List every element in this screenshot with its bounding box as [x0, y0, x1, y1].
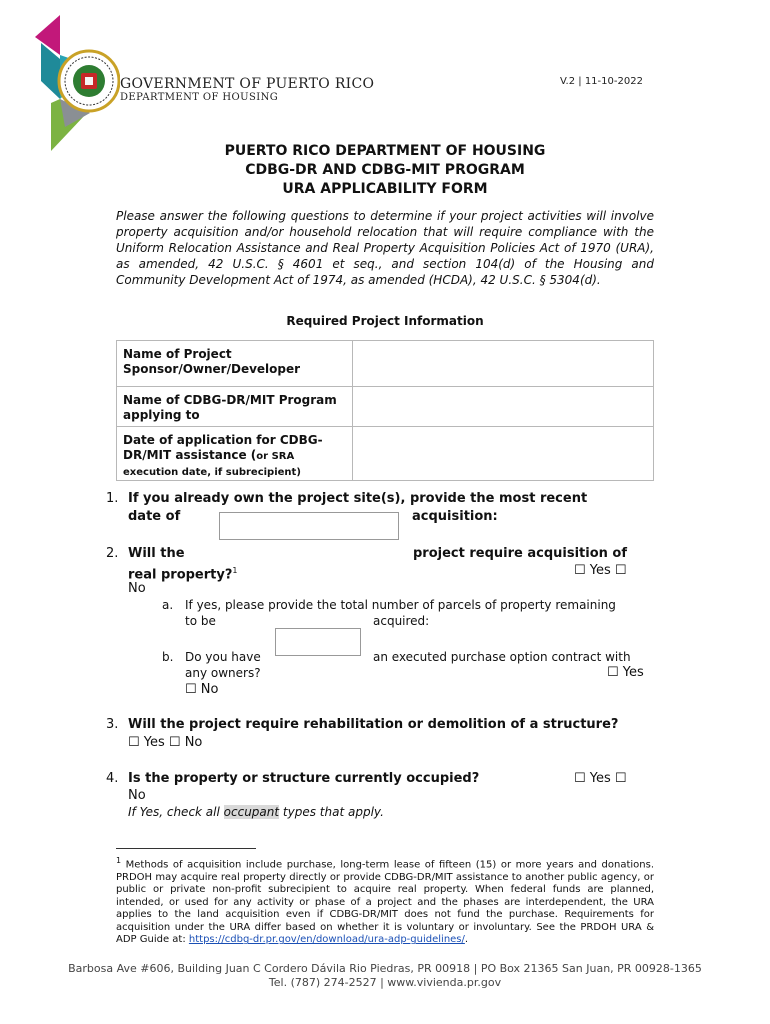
q2a-text: If yes, please provide the total number of parcels of property remaining — [185, 598, 616, 612]
title-line-3: URA APPLICABILITY FORM — [282, 181, 488, 197]
application-date-field[interactable] — [353, 427, 654, 481]
q3-options[interactable]: ☐ Yes ☐ No — [128, 735, 203, 750]
q2b-label: b. — [162, 650, 174, 664]
footer-address: Barbosa Ave #606, Building Juan C Cordero Dávila Rio Piedras, PR 00918 | PO Box 21365 San Juan, PR 00928-1365 — [68, 962, 702, 975]
footnote-divider — [116, 848, 256, 849]
q2b-no-checkbox[interactable]: ☐ No — [185, 682, 219, 697]
dept-name: DEPARTMENT OF HOUSING — [120, 92, 279, 103]
q1-acquisition: acquisition: — [412, 509, 498, 524]
q3-number: 3. — [106, 717, 119, 732]
q3-text: Will the project require rehabilitation or demolition of a structure? — [128, 717, 619, 732]
q2b-do-you-have: Do you have — [185, 650, 261, 664]
q2-will-the: Will the — [128, 546, 185, 561]
q1-number: 1. — [106, 491, 119, 506]
q2-no-option: No — [128, 581, 146, 596]
sponsor-label: Name of Project Sponsor/Owner/Developer — [117, 341, 353, 387]
footer-contact: Tel. (787) 274-2527 | www.vivienda.pr.gov — [268, 976, 502, 989]
q2-real-property: real property?$^1$ — [128, 566, 238, 583]
q2a-to-be: to be — [185, 614, 216, 628]
q2-yes-checkbox[interactable]: ☐ Yes ☐ — [574, 563, 627, 578]
q2-project-require: project require acquisition of — [413, 546, 628, 561]
q1-text: If you already own the project site(s), provide the most recent — [128, 491, 588, 506]
gov-name: GOVERNMENT OF PUERTO RICO — [120, 76, 375, 92]
q2a-parcels-input[interactable] — [275, 628, 361, 656]
required-info-heading: Required Project Information — [286, 314, 484, 328]
q2b-any-owners: any owners? — [185, 666, 261, 680]
q2a-acquired: acquired: — [373, 614, 430, 628]
q4-text: Is the property or structure currently occupied? — [128, 771, 480, 786]
footnote: $^1$ Methods of acquisition include purchase, long-term lease of fifteen (15) or more years and donations. PRDOH may acquire real property directly or provide CDBG-DR/MIT assistance to another public agency, or public or private non-profit subrecipient to acquire real property. When federal funds are planned, intended, or used for any activity or phase of a project and the phases are interdependent, the URA applies to the land acquisition even if CDBG-DR/MIT does not fund the purchase. Requirements for acquisition under the URA differ based on whether it is voluntary or involuntary. See the PRDOH URA & ADP Guide at: https://cdbg-dr.pr.gov/en/download/ura-adp-guidelines/. — [116, 856, 654, 946]
q2-number: 2. — [106, 546, 119, 561]
ura-guide-link[interactable]: https://cdbg-dr.pr.gov/en/download/ura-adp-guidelines/ — [188, 934, 465, 946]
title-line-2: CDBG-DR AND CDBG-MIT PROGRAM — [245, 162, 525, 178]
q2a-label: a. — [162, 598, 174, 612]
sponsor-field[interactable] — [353, 341, 654, 387]
intro-paragraph: Please answer the following questions to determine if your project activities will involve property acquisition and/or household relocation that will require compliance with the Uniform Relocation Assistance and Real Property Acquisition Policies Act of 1970 (URA), as amended, 42 U.S.C. § 4601 et seq., and section 104(d) of the Housing and Community Development Act of 1974, as amended (HCDA), 42 U.S.C. § 5304(d). — [116, 209, 654, 287]
application-date-label: Date of application for CDBG-DR/MIT assistance (or SRA execution date, if subrecipient) — [117, 427, 353, 481]
q2b-executed-contract: an executed purchase option contract with — [373, 650, 631, 664]
version-label: V.2 | 11-10-2022 — [560, 76, 643, 87]
q2b-yes-checkbox[interactable]: ☐ Yes — [607, 665, 644, 680]
program-label: Name of CDBG-DR/MIT Program applying to — [117, 387, 353, 427]
q4-number: 4. — [106, 771, 119, 786]
title-line-1: PUERTO RICO DEPARTMENT OF HOUSING — [224, 143, 546, 159]
q4-yes-checkbox[interactable]: ☐ Yes ☐ — [574, 771, 627, 786]
project-info-table — [116, 340, 654, 481]
q4-no-option: No — [128, 788, 146, 803]
program-field[interactable] — [353, 387, 654, 427]
q1-acquisition-date-input[interactable] — [219, 512, 399, 540]
prdoh-logo — [35, 15, 120, 157]
q1-date-of: date of — [128, 509, 181, 524]
q4-note: If Yes, check all occupant types that apply. — [128, 805, 384, 819]
